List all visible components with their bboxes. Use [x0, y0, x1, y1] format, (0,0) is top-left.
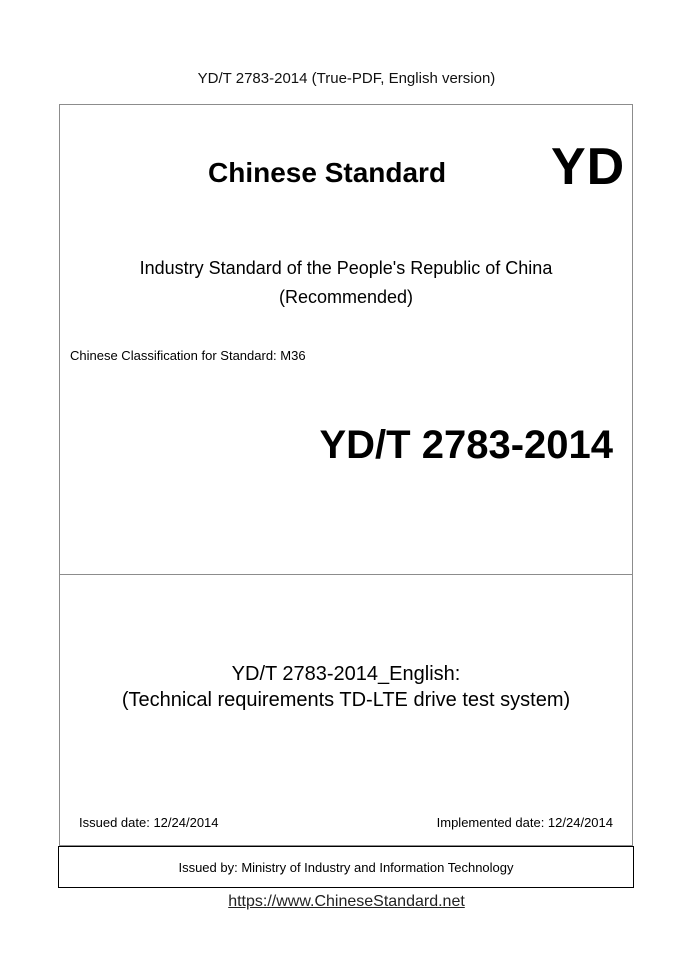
category-code-mark: YD: [551, 138, 626, 196]
issuer-text: Issued by: Ministry of Industry and Information Technology: [178, 859, 514, 875]
issuer-box: [58, 846, 634, 888]
english-subtitle: (Technical requirements TD-LTE drive test system): [121, 689, 571, 711]
website-link[interactable]: https://www.ChineseStandard.net: [228, 893, 465, 910]
recommended-status: (Recommended): [278, 287, 414, 307]
english-title: YD/T 2783-2014_English:: [231, 663, 461, 685]
implemented-date: Implemented date: 12/24/2014: [436, 815, 613, 830]
standard-number: YD/T 2783-2014: [319, 423, 613, 467]
classification-label: Chinese Classification for Standard: M36: [70, 348, 306, 363]
document-reference-header: YD/T 2783-2014 (True-PDF, English version): [197, 70, 496, 87]
industry-standard-line: Industry Standard of the People's Republic of China: [139, 258, 553, 278]
cover-heading: Chinese Standard: [208, 157, 447, 188]
issued-date: Issued date: 12/24/2014: [79, 815, 219, 830]
website-footer: [0, 893, 693, 911]
